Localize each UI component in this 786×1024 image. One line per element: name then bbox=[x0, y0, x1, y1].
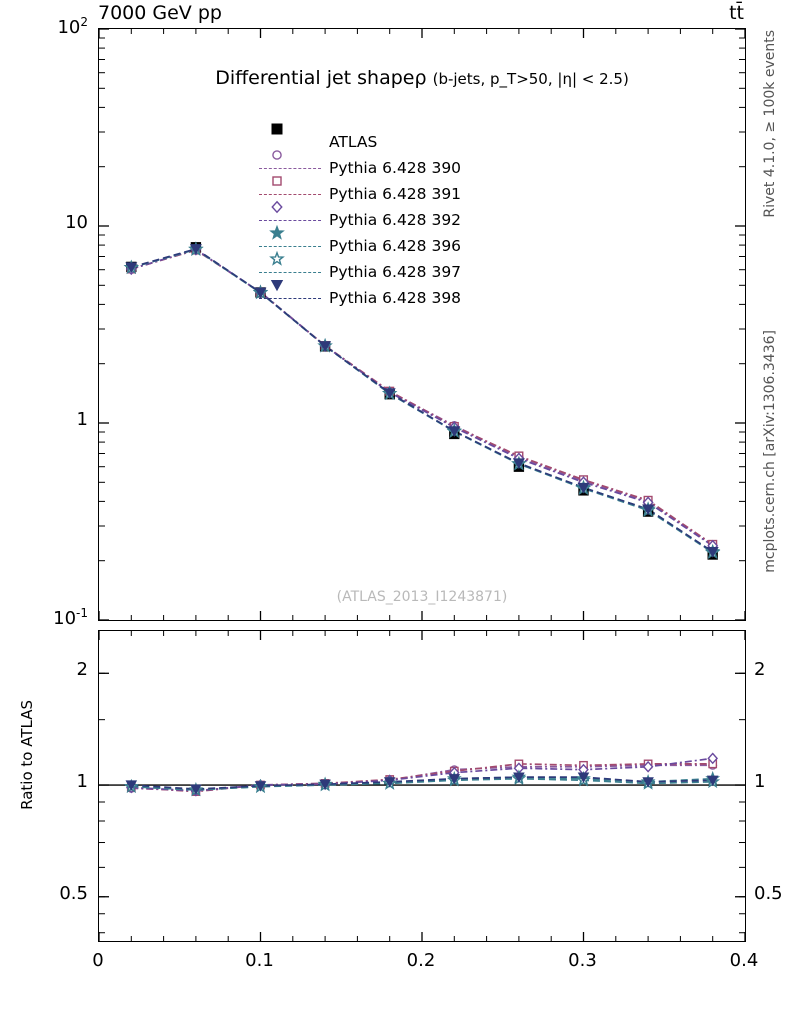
ratio-y-tick-label: 1 bbox=[76, 771, 88, 793]
legend-label: Pythia 6.428 396 bbox=[329, 237, 462, 255]
legend bbox=[259, 129, 461, 311]
legend-label: Pythia 6.428 392 bbox=[329, 211, 462, 229]
y-tick-label: $10^{-1}$ bbox=[53, 606, 88, 629]
mcplots-arxiv-label: mcplots.cern.ch [arXiv:1306.3436] bbox=[762, 330, 778, 573]
x-tick-label: 0.4 bbox=[729, 950, 759, 971]
plot-subtitle: (b-jets, p_T>50, |η| < 2.5) bbox=[432, 70, 629, 88]
x-tick-label: 0.3 bbox=[568, 950, 597, 971]
x-tick-label: 0 bbox=[92, 950, 104, 971]
legend-marker bbox=[264, 142, 290, 168]
legend-label: ATLAS bbox=[329, 133, 378, 151]
ratio-plot-panel bbox=[98, 630, 746, 942]
ratio-y-tick-label: 2 bbox=[76, 659, 88, 681]
plot-title-symbol: ρ bbox=[414, 67, 427, 89]
x-tick-label: 0.1 bbox=[245, 950, 274, 971]
legend-item bbox=[259, 285, 461, 311]
main-plot-canvas bbox=[99, 29, 745, 620]
legend-marker bbox=[264, 116, 290, 142]
ratio-y-axis-label: Ratio to ATLAS bbox=[18, 700, 36, 810]
legend-marker bbox=[264, 272, 290, 298]
plot-title-text: Differential jet shape bbox=[215, 67, 415, 89]
legend-label: Pythia 6.428 390 bbox=[329, 159, 462, 177]
rivet-version-label: Rivet 4.1.0, ≥ 100k events bbox=[762, 30, 778, 218]
main-plot-panel bbox=[98, 28, 746, 621]
legend-marker bbox=[264, 220, 290, 246]
x-tick-label: 0.2 bbox=[406, 950, 436, 971]
y-tick-label: $10^2$ bbox=[57, 15, 88, 38]
legend-marker bbox=[264, 194, 290, 220]
analysis-watermark: (ATLAS_2013_I1243871) bbox=[336, 589, 508, 605]
y-tick-label: 1 bbox=[76, 409, 88, 430]
ratio-y-tick-label: 1 bbox=[754, 771, 766, 793]
legend-label: Pythia 6.428 398 bbox=[329, 289, 462, 307]
header-beam-label: 7000 GeV pp bbox=[98, 2, 222, 24]
legend-key bbox=[259, 285, 321, 311]
ratio-y-tick-label: 2 bbox=[754, 659, 766, 681]
header-process-label: tt̄ bbox=[729, 2, 744, 24]
legend-marker bbox=[264, 168, 290, 194]
ratio-y-tick-label: 0.5 bbox=[754, 882, 783, 904]
legend-label: Pythia 6.428 391 bbox=[329, 185, 462, 203]
ratio-y-tick-label: 0.5 bbox=[59, 882, 88, 904]
legend-marker bbox=[264, 246, 290, 272]
y-tick-label: 10 bbox=[65, 212, 88, 233]
ratio-plot-canvas bbox=[99, 631, 745, 941]
legend-label: Pythia 6.428 397 bbox=[329, 263, 462, 281]
